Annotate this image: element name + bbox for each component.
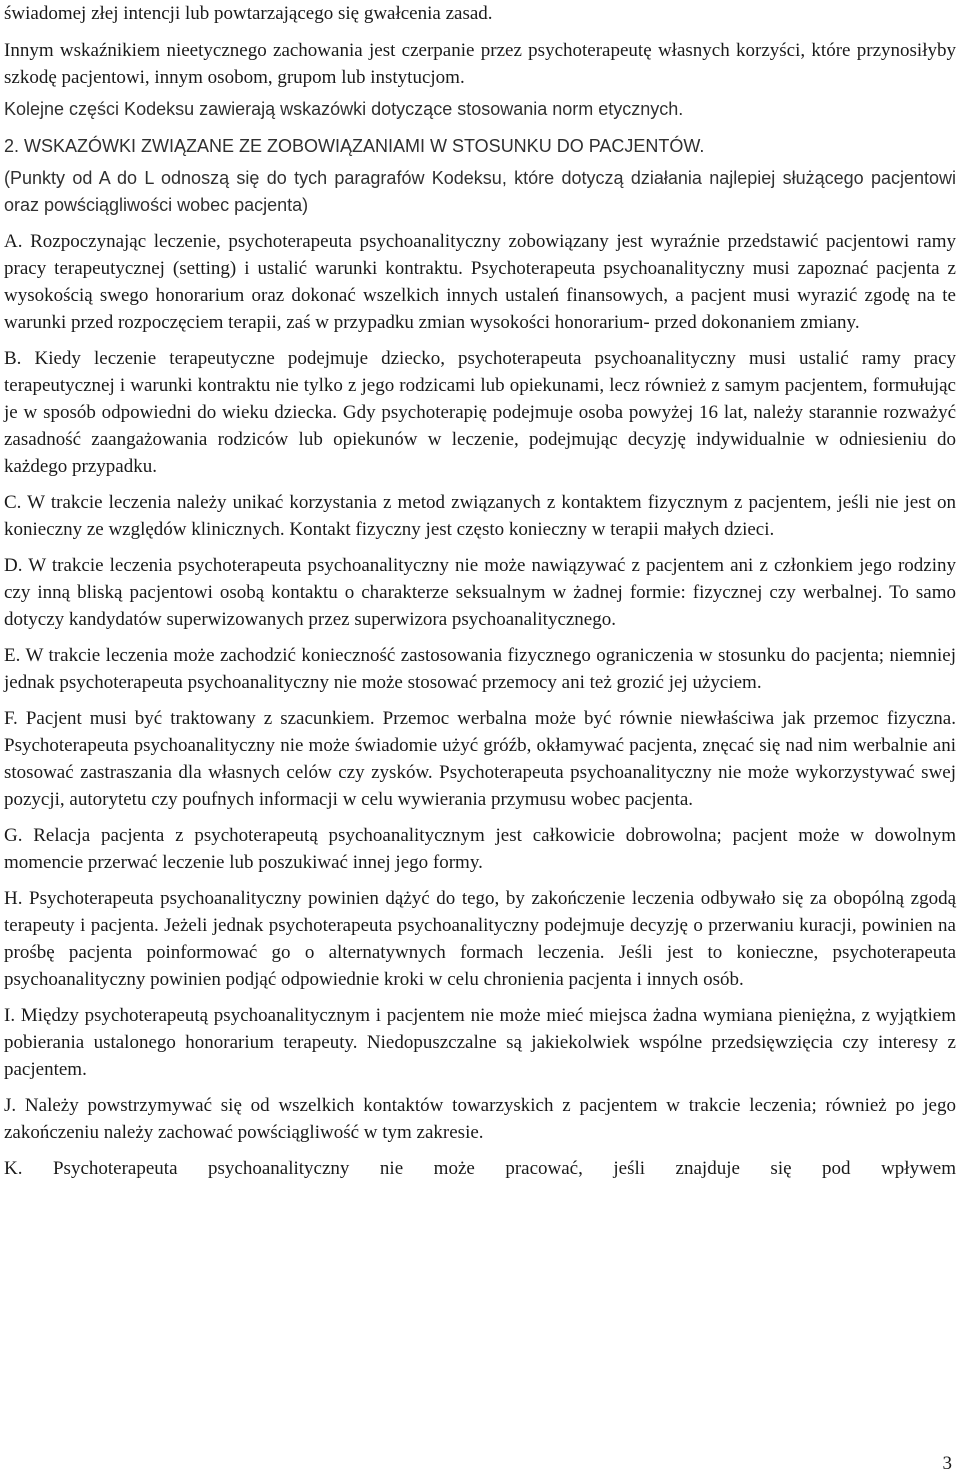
section-note: (Punkty od A do L odnoszą się do tych paragrafów Kodeksu, które dotyczą działania najlepiej służącego pacjentowi oraz powściągliwości wobec pacjenta) xyxy=(4,168,956,215)
point-d: D. W trakcie leczenia psychoterapeuta psychoanalityczny nie może nawiązywać z pacjentem ani z członkiem jego rodziny czy inną bliską pacjentowi osobą kontaktu o charakterze seksualnym w żadnej formie: fizycznej czy werbalnej. To samo dotyczy kandydatów superwizowanych przez superwizora psychoanalitycznego. xyxy=(4,555,956,630)
paragraph-intro-tail: świadomej złej intencji lub powtarzającego się gwałcenia zasad. xyxy=(4,3,493,24)
paragraph-intro-indicator: Innym wskaźnikiem nieetycznego zachowania jest czerpanie przez psychoterapeutę własnych korzyści, które przynosiłyby szkodę pacjentowi, innym osobom, grupom lub instytucjom. xyxy=(4,40,956,88)
page-number: 3 xyxy=(942,1453,952,1474)
point-a: A. Rozpoczynając leczenie, psychoterapeuta psychoanalityczny zobowiązany jest wyraźnie przedstawić pacjentowi ramy pracy terapeutycznej (setting) i ustalić warunki kontraktu. Psychoterapeuta psychoanalityczny musi zapoznać pacjenta z wysokością swego honorarium oraz dokonać wszelkich innych ustaleń finansowych, a pacjent musi wyrazić zgodę na te warunki przed rozpoczęciem terapii, zaś w przypadku zmian wysokości honorarium- przed dokonaniem zmiany. xyxy=(4,231,956,333)
point-f: F. Pacjent musi być traktowany z szacunkiem. Przemoc werbalna może być równie niewłaściwa jak przemoc fizyczna. Psychoterapeuta psychoanalityczny nie może świadomie użyć gróźb, okłamywać pacjenta, znęcać się nad nim werbalnie ani stosować zastraszania dla własnych celów czy zysków. Psychoterapeuta psychoanalityczny nie może wykorzystywać swej pozycji, autorytetu czy poufnych informacji w celu wywierania przymusu wobec pacjenta. xyxy=(4,708,956,810)
paragraph-intro-next: Kolejne części Kodeksu zawierają wskazówki dotyczące stosowania norm etycznych. xyxy=(4,99,684,119)
point-b: B. Kiedy leczenie terapeutyczne podejmuje dziecko, psychoterapeuta psychoanalityczny musi ustalić ramy pracy terapeutycznej i warunki kontraktu nie tylko z jego rodzicami lub opiekunami, lecz również z samym pacjentem, formułując je w sposób odpowiedni do wieku dziecka. Gdy psychoterapię podejmuje osoba powyżej 16 lat, należy starannie rozważyć zasadność zaangażowania rodziców lub opiekunów w leczenie, podejmując decyzję indywidualnie w odniesieniu do każdego przypadku. xyxy=(4,348,956,477)
point-h: H. Psychoterapeuta psychoanalityczny powinien dążyć do tego, by zakończenie leczenia odbywało się za obopólną zgodą terapeuty i pacjenta. Jeżeli jednak psychoterapeuta psychoanalityczny podejmuje decyzję o przerwaniu kuracji, powinien na prośbę pacjenta poinformować go o alternatywnych formach leczenia. Jeśli jest to konieczne, psychoterapeuta psychoanalityczny powinien podjąć odpowiednie kroki w celu chronienia pacjenta i innych osób. xyxy=(4,888,956,990)
point-g: G. Relacja pacjenta z psychoterapeutą psychoanalitycznym jest całkowicie dobrowolna; pacjent może w dowolnym momencie przerwać leczenie lub poszukiwać innej jego formy. xyxy=(4,825,956,873)
document-page xyxy=(4,0,956,1182)
section-heading: 2. WSKAZÓWKI ZWIĄZANE ZE ZOBOWIĄZANIAMI W STOSUNKU DO PACJENTÓW. xyxy=(4,136,705,156)
point-k: K. Psychoterapeuta psychoanalityczny nie może pracować, jeśli znajduje się pod wpływem xyxy=(4,1158,956,1179)
point-c: C. W trakcie leczenia należy unikać korzystania z metod związanych z kontaktem fizycznym z pacjentem, jeśli nie jest on konieczny ze względów klinicznych. Kontakt fizyczny jest często konieczny w terapii małych dzieci. xyxy=(4,492,956,540)
point-i: I. Między psychoterapeutą psychoanalitycznym i pacjentem nie może mieć miejsca żadna wymiana pieniężna, z wyjątkiem pobierania ustalonego honorarium terapeuty. Niedopuszczalne są jakiekolwiek wspólne przedsięwzięcia czy interesy z pacjentem. xyxy=(4,1005,956,1080)
point-j: J. Należy powstrzymywać się od wszelkich kontaktów towarzyskich z pacjentem w trakcie leczenia; również po jego zakończeniu należy zachować powściągliwość w tym zakresie. xyxy=(4,1095,956,1143)
point-e: E. W trakcie leczenia może zachodzić konieczność zastosowania fizycznego ograniczenia w stosunku do pacjenta; niemniej jednak psychoterapeuta psychoanalityczny nie może stosować przemocy ani też grozić jej użyciem. xyxy=(4,645,956,693)
